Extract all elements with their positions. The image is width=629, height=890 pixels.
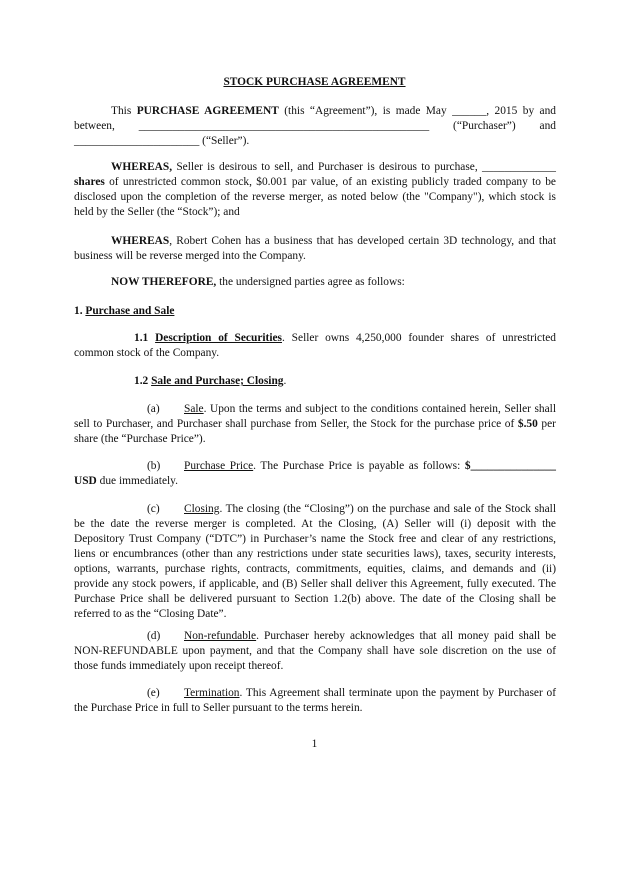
section-1-2-label: Sale and Purchase; Closing: [151, 375, 284, 387]
intro-text-4: (“Seller”).: [199, 135, 250, 147]
document-title: STOCK PURCHASE AGREEMENT: [223, 76, 406, 88]
clause-c-mark: (c): [147, 503, 160, 515]
section-1-1-heading: Description of Securities: [155, 332, 282, 344]
whereas-1-label: WHEREAS,: [111, 161, 173, 173]
intro-text-2: (this “Agreement”), is made May ______, 2015 by and between,: [74, 105, 557, 132]
clause-a-price: $.50: [517, 418, 538, 430]
clause-b-amount: $_______________ USD: [74, 460, 556, 487]
shares-label: shares: [74, 176, 105, 188]
intro-bold-1: PURCHASE AGREEMENT: [136, 105, 279, 117]
clause-c-heading: Closing: [184, 503, 220, 515]
intro-text-1: This: [111, 105, 137, 117]
clause-e-mark: (e): [147, 687, 160, 699]
section-1-2-number: 1.2: [134, 375, 152, 387]
whereas-paragraph-2: [74, 234, 556, 264]
clause-c-text: . The closing (the “Closing”) on the purchase and sale of the Stock shall be the date the reverse merger is completed. At the Closing, (A) Seller will (i) deposit with the Depository Trust Company (“DTC”) in Purchaser’s name the Stock free and clear of any restrictions, liens or encumbrances (other than any restrictions under state securities laws), taxes, security interests, options, warrants, purchase rights, contracts, commitments, equities, claims, and demands and (ii) provide any stock powers, if applicable, and (B) Seller shall deliver this Agreement, fully executed. The Purchase Price shall be delivered pursuant to Section 1.2(b) above. The date of the Closing shall be referred to as the “Closing Date”.: [74, 503, 556, 620]
clause-a-mark: (a): [147, 403, 160, 415]
section-1-1-number: 1.1: [134, 332, 156, 344]
purchaser-blank: ___________________________________________________: [138, 120, 430, 132]
clause-a: [74, 402, 556, 447]
clause-c: [74, 502, 556, 622]
clause-b: [74, 459, 556, 489]
clause-d: [74, 629, 556, 674]
clause-d-text: . Purchaser hereby acknowledges that all money paid shall be NON-REFUNDABLE upon payment, and that the Company shall have sole discretion on the use of those funds immediately upon receipt thereof.: [74, 630, 556, 672]
clause-a-text-1: . Upon the terms and subject to the conditions contained herein, Seller shall sell to Purchaser, and Purchaser shall purchase from Seller, the Stock for the purchase price of: [74, 403, 556, 430]
intro-text-3: (“Purchaser”) and: [429, 120, 556, 132]
whereas-1-text-1: Seller is desirous to sell, and Purchaser is desirous to purchase,: [172, 161, 482, 173]
whereas-2-text: , Robert Cohen has a business that has developed certain 3D technology, and that business will be reverse merged into the Company.: [74, 235, 556, 262]
clause-e-text: . This Agreement shall terminate upon the payment by Purchaser of the Purchase Price in full to Seller pursuant to the terms herein.: [74, 687, 556, 714]
section-1-number: 1.: [74, 305, 86, 317]
shares-blank: _____________: [481, 161, 556, 173]
seller-blank: ______________________: [74, 135, 200, 147]
section-1-2-heading: [74, 374, 556, 389]
page-number: 1: [311, 738, 318, 750]
clause-d-mark: (d): [147, 630, 161, 642]
now-therefore-paragraph: [74, 275, 556, 290]
whereas-paragraph-1: [74, 160, 556, 220]
section-1-1-paragraph: [74, 331, 556, 361]
section-1-label: Purchase and Sale: [85, 305, 175, 317]
clause-e-heading: Termination: [184, 687, 240, 699]
clause-b-mark: (b): [147, 460, 161, 472]
clause-e: [74, 686, 556, 716]
whereas-1-text-2: of unrestricted common stock, $0.001 par value, of an existing publicly traded company to be disclosed upon the completion of the reverse merger, as noted below (the "Company"), which stock is held by the Seller (the “Stock”); and: [74, 176, 556, 218]
clause-a-heading: Sale: [184, 403, 204, 415]
clause-a-text-2: per share (the “Purchase Price”).: [74, 418, 556, 445]
clause-b-heading: Purchase Price: [184, 460, 254, 472]
now-therefore-text: the undersigned parties agree as follows:: [216, 276, 405, 288]
section-1-1-text: . Seller owns 4,250,000 founder shares of unrestricted common stock of the Company.: [74, 332, 556, 359]
now-therefore-label: NOW THEREFORE,: [111, 276, 217, 288]
section-1-2-period: .: [283, 375, 287, 387]
clause-b-text-2: due immediately.: [96, 475, 178, 487]
clause-d-heading: Non-refundable: [184, 630, 257, 642]
clause-b-text-1: . The Purchase Price is payable as follows:: [253, 460, 465, 472]
whereas-2-label: WHEREAS: [111, 235, 170, 247]
section-1-heading: [74, 304, 556, 319]
intro-paragraph: [74, 104, 556, 149]
